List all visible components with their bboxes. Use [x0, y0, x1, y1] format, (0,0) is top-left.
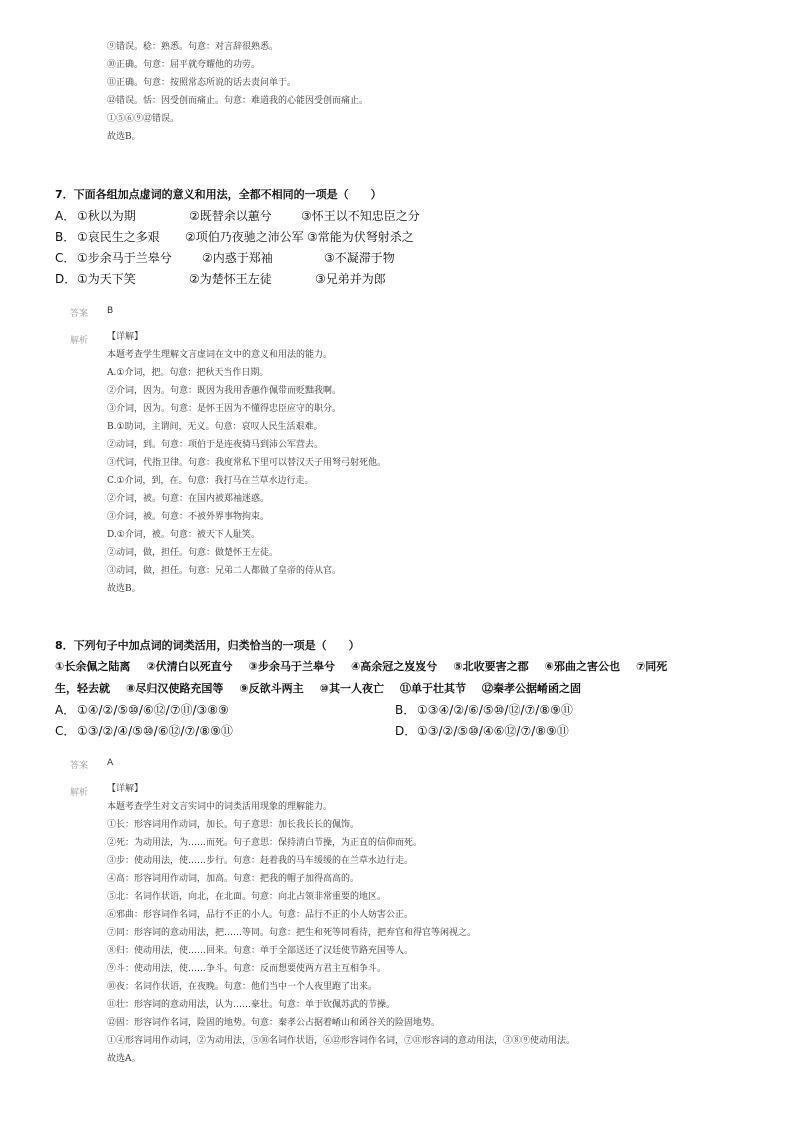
option-text: ①③/②/④/⑤⑩/⑥⑫/⑦/⑧⑨⑪: [77, 724, 233, 738]
analysis-line: 本题考查学生对文言实词中的词类活用现象的理解能力。: [107, 802, 333, 812]
analysis-line: 故选B。: [107, 584, 141, 594]
word-item: ⑥邪曲之害公也: [544, 660, 620, 673]
option-text: ①③/②/⑤⑩/④⑥⑫/⑦/⑧⑨⑪: [417, 724, 569, 738]
word-item: ⑪单于壮其节: [399, 682, 466, 695]
analysis-line: ①长：形容词用作动词，加长。句子意思：加长我长长的佩饰。: [107, 820, 360, 830]
analysis-line: ④高：形容词用作动词，加高。句意：把我的帽子加得高高的。: [107, 874, 360, 884]
option-item: ①哀民生之多艰: [77, 230, 160, 244]
analysis-line: B.①助词，主谓间，无义。句意：哀叹人民生活艰难。: [107, 422, 323, 432]
option-text: ①④/②/⑤⑩/⑥⑫/⑦⑪/③⑧⑨: [77, 703, 229, 717]
option-item: ③兄弟并为郎: [315, 272, 386, 286]
q8-words-line-2: [55, 680, 597, 696]
analysis-line: ③步：使动用法，使……步行。句意：赶着我的马车缓缓的在兰草水边行走。: [107, 856, 414, 866]
word-item: ③步余马于兰皋兮: [248, 660, 335, 673]
answer-value: A: [107, 758, 114, 768]
analysis-line: ②动词，做，担任。句意：做楚怀王左徒。: [107, 548, 279, 558]
option-letter: B．: [395, 703, 416, 717]
answer-label: 答案: [70, 761, 89, 771]
analysis-label: 解析: [70, 336, 89, 346]
option-item: ③怀王以不知忠臣之分: [301, 209, 420, 223]
option-letter: B．: [55, 230, 76, 244]
option-item: ③不凝滞于物: [324, 251, 395, 265]
text-line: ⑪正确。句意：按照常态所说的话去责问单于。: [107, 78, 297, 88]
word-item: ⑤北收要害之郡: [453, 660, 529, 673]
text-line: ①⑤⑥⑨⑫错误。: [107, 114, 180, 124]
q8-option-a: [55, 701, 229, 718]
analysis-line: ②死：为动用法，为……而死。句子意思：保持清白节操，为正直的信仰而死。: [107, 838, 423, 848]
option-letter: A．: [55, 703, 76, 717]
option-item: ②项伯乃夜驰之沛公军: [185, 230, 304, 244]
analysis-line: ②动词，到。句意：项伯于是连夜骑马到沛公军营去。: [107, 440, 324, 450]
option-item: ②内惑于郑袖: [202, 251, 273, 265]
analysis-line: ⑦同：形容词的意动用法，把……等同。句意：把生和死等同看待，把弃官和得官等闲视之。: [107, 928, 477, 938]
answer-label: 答案: [70, 309, 89, 319]
analysis-line: ①④形容词用作动词，②为动用法，⑤⑩名词作状语，⑥⑫形容词作名词，⑦⑪形容词的意动用法，③⑧⑨使动用法。: [107, 1036, 576, 1046]
analysis-line: 故选A。: [107, 1054, 141, 1064]
q8-words-line-1: [55, 658, 683, 674]
analysis-line: ⑨斗：使动用法，使……争斗。句意：反而想要使两方君主互相争斗。: [107, 964, 387, 974]
option-letter: D．: [395, 724, 417, 738]
analysis-line: ②介词，被。句意：在国内被郑袖迷惑。: [107, 494, 270, 504]
analysis-line: ③动词，做，担任。句意：兄弟二人都做了皇帝的侍从官。: [107, 566, 342, 576]
word-item: ②伏清白以死直兮: [146, 660, 233, 673]
q7-analysis: [107, 328, 386, 598]
analysis-label: 解析: [70, 788, 89, 798]
text-line: ⑩正确。句意：屈平就夸耀他的功劳。: [107, 60, 261, 70]
q7-option-d: [55, 270, 386, 287]
analysis-line: 【详解】: [107, 784, 144, 794]
word-item: ⑧尽归汉使路充国等: [126, 682, 224, 695]
text-line: 故选B。: [107, 132, 141, 142]
word-item: ⑨反欲斗两主: [239, 682, 304, 695]
option-item: ①秋以为期: [77, 209, 136, 223]
option-item: ②既替余以蕙兮: [189, 209, 272, 223]
option-letter: A．: [55, 209, 76, 223]
analysis-line: ③代词，代指卫律。句意：我度常私下里可以替汉天子用弩弓射死他。: [107, 458, 387, 468]
text-line: ⑫错误。恬：因受创而痛止。句意：难道我的心能因受创而痛止。: [107, 96, 369, 106]
analysis-line: ⑥邪曲：形容词作名词，品行不正的小人。句意：品行不正的小人妨害公正。: [107, 910, 414, 920]
q8-option-c: [55, 722, 233, 739]
q7-option-a: [55, 207, 420, 224]
question-8-title: 8．下列句子中加点词的词类活用，归类恰当的一项是（ ）: [55, 639, 360, 652]
analysis-line: D.①介词，被。句意：被天下人耻笑。: [107, 530, 260, 540]
option-text: ①③④/②/⑥/⑤⑩/⑫/⑦/⑧⑨⑪: [417, 703, 573, 717]
analysis-line: ⑫固：形容词作名词，险固的地势。句意：秦孝公占据着崤山和函谷关的险固地势。: [107, 1018, 441, 1028]
q7-option-b: [55, 228, 414, 245]
option-letter: D．: [55, 272, 77, 286]
analysis-line: A.①介词，把。句意：把秋天当作日期。: [107, 368, 269, 378]
q7-option-c: [55, 249, 395, 266]
word-item: ⑩其一人夜亡: [319, 682, 384, 695]
analysis-line: 【详解】: [107, 332, 144, 342]
analysis-line: ⑪壮：形容词的意动用法，认为……豪壮。句意：单于钦佩苏武的节操。: [107, 1000, 396, 1010]
analysis-line: ⑤北：名词作状语，向北，在北面。句意：向北占领非常重要的地区。: [107, 892, 387, 902]
word-item: ⑫秦孝公据崤函之固: [481, 682, 581, 695]
analysis-line: ⑧归：使动用法，使……回来。句意：单于全部送还了汉廷使节路充国等人。: [107, 946, 414, 956]
option-item: ②为楚怀王左徒: [189, 272, 272, 286]
word-item: 生，轻去就: [55, 682, 110, 695]
analysis-line: ③介词，因为。句意：是怀王因为不懂得忠臣应守的职分。: [107, 404, 342, 414]
analysis-line: ③介词，被。句意：不被外界事物拘束。: [107, 512, 270, 522]
analysis-line: ⑩夜：名词作状语，在夜晚。句意：他们当中一个人夜里跑了出来。: [107, 982, 378, 992]
option-letter: C．: [55, 724, 76, 738]
option-item: ①步余马于兰皋兮: [77, 251, 172, 265]
q8-option-d: [395, 722, 569, 739]
analysis-line: ②介词，因为。句意：既因为我用香蕙作佩带而贬黜我啊。: [107, 386, 342, 396]
text-line: ⑨错误。稔：熟悉。句意：对言辞很熟悉。: [107, 42, 279, 52]
option-item: ③常能为伏弩射杀之: [307, 230, 414, 244]
option-letter: C．: [55, 251, 76, 265]
analysis-line: 本题考查学生理解文言虚词在文中的意义和用法的能力。: [107, 350, 333, 360]
word-item: ④高余冠之岌岌兮: [350, 660, 438, 673]
word-item: ⑦同死: [635, 660, 668, 673]
word-item: ①长余佩之陆离: [55, 660, 131, 673]
question-7-title: 7．下面各组加点虚词的意义和用法，全都不相同的一项是（ ）: [55, 188, 382, 201]
analysis-line: C.①介词，到，在。句意：我打马在兰草水边行走。: [107, 476, 314, 486]
previous-answer-tail: [107, 38, 368, 146]
q8-option-b: [395, 701, 573, 718]
q8-analysis: [107, 780, 575, 1068]
answer-value: B: [107, 306, 114, 316]
option-item: ①为天下笑: [77, 272, 136, 286]
